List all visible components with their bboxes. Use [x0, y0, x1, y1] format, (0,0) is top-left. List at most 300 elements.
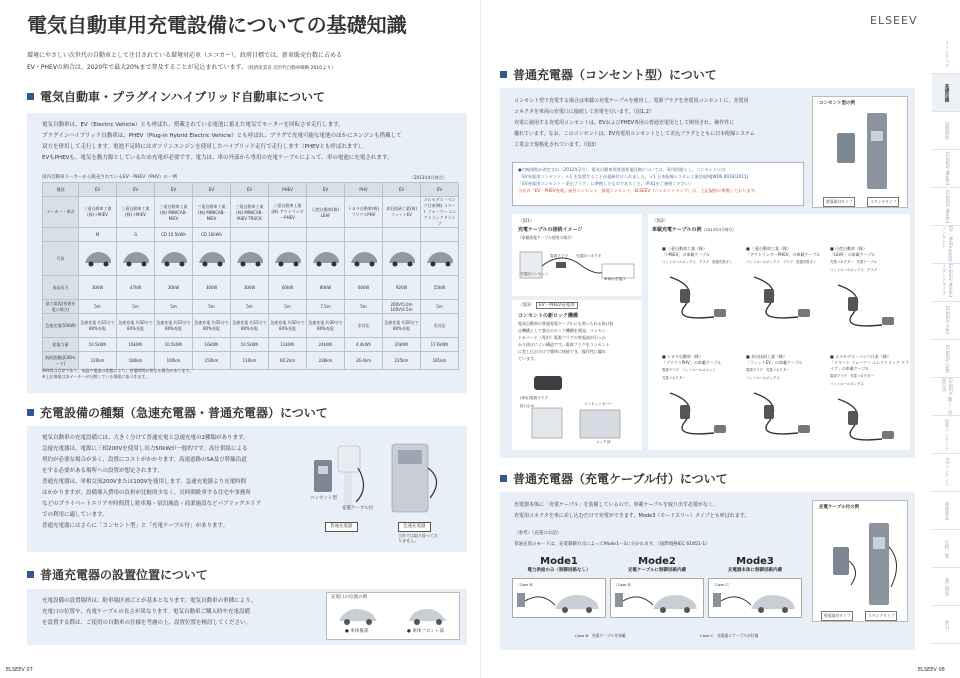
outlet-example-image — [833, 111, 903, 191]
table-cell — [231, 228, 269, 242]
mode-name: Mode2 — [638, 556, 676, 567]
section1-line: 双方を併用して走行します。電池不足時にはガソリンエンジンを使用したハイブリッド走行で走行します（PHEVとも呼ばれます）。 — [42, 144, 367, 150]
fig1-title: 〈図1〉 — [518, 219, 535, 224]
table-date: （2013年4月時点） — [410, 175, 447, 180]
table-cell: 110km — [231, 352, 269, 370]
cable-name: 「アウトランダーPHEV」の車載ケーブル — [746, 252, 821, 257]
outlet-label: コンセント型 — [310, 496, 337, 501]
table-cell: 228km — [307, 352, 345, 370]
fig3-line: 電気自動車の普通充電ケーブルにも用いられる抜け防 — [518, 321, 614, 326]
cable-part-label: プラグ — [866, 268, 877, 272]
cable-parts — [830, 260, 910, 273]
table-cell: トヨタ自動車(株) プリウスPHV — [345, 197, 383, 228]
table-cell: 24kWh — [307, 338, 345, 352]
car-icon — [387, 248, 417, 268]
cable-label: 充電ケーブル付 — [342, 506, 374, 511]
table-cell: 急速充電 約30分で80%充電 — [269, 314, 307, 338]
table-cell: 47kW — [117, 276, 155, 300]
section4-paragraph — [514, 96, 755, 151]
table-cell: 5m — [155, 300, 193, 314]
side-tab[interactable]: 設置事例 — [932, 112, 960, 150]
mode-name: Mode1 — [540, 556, 578, 567]
fig3-stopper-label: 抜け止め — [520, 404, 535, 408]
car-front-icon — [409, 609, 447, 621]
table-cell: 200V/5.0m 100V/4.5m — [383, 300, 421, 314]
table-cell: 30kW — [193, 276, 231, 300]
section4-line: 工業会で規格化されています。（図3） — [514, 142, 600, 148]
footer-left: ELSEEV 07 — [6, 667, 33, 673]
section4-heading — [500, 66, 717, 83]
fig3-line: かり抜けにくい構造です。電源プラグをコンセント — [518, 342, 610, 347]
cable-part-label: コントロールボックス — [830, 268, 864, 272]
front-label-text: 車体フロント部 — [412, 629, 444, 634]
side-tab[interactable]: ELSEEV cabi — [932, 340, 960, 378]
intro-line-2 — [27, 62, 336, 74]
cable-part-label: コントロールボックス — [662, 260, 696, 264]
square-icon — [500, 475, 507, 482]
table-cell: 26.4km — [345, 352, 383, 370]
side-tab[interactable]: ELSEEV 施工・設置方法 — [932, 378, 960, 416]
regulation-notice — [512, 162, 804, 206]
cable-line — [356, 468, 364, 502]
cable-name: 「LEAF」の車載ケーブル — [830, 252, 876, 257]
table-cell: 急速充電 約15分で80%充電 — [79, 314, 117, 338]
section3-line: 充電口の位置や、充電ケーブルの長さが異なります。電気自動車ご購入時や充電設備 — [42, 609, 250, 615]
table-cell: EV — [307, 183, 345, 197]
table-cell — [345, 228, 383, 242]
table-cell: 120km — [79, 352, 117, 370]
outlet-charger-face — [318, 466, 328, 474]
table-cell: 16kWh — [117, 338, 155, 352]
mode-case: 〔Case C〕 — [712, 583, 732, 587]
cable-name: 「フィットEV」の車載ケーブル — [746, 360, 803, 365]
wall-type-label: 壁面取付タイプ — [823, 197, 855, 207]
car-photo — [155, 242, 193, 276]
quick-cable-line — [428, 468, 437, 498]
page-divider — [480, 0, 481, 678]
car-icons — [335, 603, 455, 627]
table-cell: 5m — [79, 300, 117, 314]
fig1-plug-label: 電源プラグ — [550, 254, 568, 258]
fig3-plug-label: (専用)電源プラグ — [520, 396, 548, 400]
car-icon — [197, 248, 227, 268]
car-photo — [307, 242, 345, 276]
table-cell: 本田技研工業(株) フィットEV — [383, 197, 421, 228]
car-icon — [159, 248, 189, 268]
car-icon — [349, 248, 379, 268]
fig2-title: 〈図2〉 — [652, 219, 669, 224]
table-cell: G — [117, 228, 155, 242]
table-cell: 急速充電 約20分で80%充電 — [383, 314, 421, 338]
side-tab[interactable]: ELSEEV Mode3 スタンドタイプ — [932, 264, 960, 302]
table-row — [43, 242, 459, 276]
cable-name: 「i-MiEV」の車載ケーブル — [662, 252, 711, 257]
notice-line: ●内線規程が改定され（2012年2月）、電気自動車用普通充電回路については、専用回路とし、コンセントには — [518, 167, 726, 172]
fig3-paragraph — [518, 320, 614, 362]
mode-desc: 充電ケーブルに制御回路内蔵 — [627, 568, 687, 573]
table-row — [43, 197, 459, 228]
table-cell: 三菱自動車工業(株) MINICAB-MiEV — [193, 197, 231, 228]
wall-type-label: 壁面取付タイプ — [821, 611, 853, 621]
section1-heading — [27, 88, 325, 105]
table-cell: EV — [193, 183, 231, 197]
table-cell: 5m — [117, 300, 155, 314]
cable-part-label: 充電コネクター — [830, 260, 854, 264]
stand-outlet-face — [871, 131, 883, 141]
section5-heading — [500, 470, 728, 487]
section5-paragraph — [514, 500, 749, 522]
side-tab[interactable]: 屋外コンセント — [932, 416, 960, 454]
mode-note-b: Case B：充電ケーブルを車載 — [575, 633, 626, 638]
cable-part-label: 充電ケーブル — [856, 260, 877, 264]
section3-heading-text: 普通充電器の設置位置について — [40, 568, 208, 582]
table-cell: M — [79, 228, 117, 242]
table-cell: 5m — [421, 300, 459, 314]
cable-image — [662, 381, 738, 441]
mode-diagram — [708, 578, 802, 618]
table-cell: 三菱自動車工業(株) アウトランダーPHEV — [269, 197, 307, 228]
fig3-outlet-cover-label: コンセントカバー — [584, 402, 613, 406]
stand-type-label: スタンドタイプ — [865, 611, 897, 621]
table-cell: 100km — [155, 352, 193, 370]
side-tab[interactable]: 関連商品 — [932, 492, 960, 530]
fig1-subtitle: 充電ケーブルの接続イメージ — [518, 227, 583, 233]
cable-part-label: コントロールユニット — [681, 368, 716, 372]
table-notes — [42, 368, 193, 380]
table-cell: 181km — [421, 352, 459, 370]
reference-title: 〈参考〉（充電のお話） — [514, 531, 562, 536]
table-cell: 非対応 — [345, 314, 383, 338]
fig3-badge: EV・PHEV充電用 — [536, 302, 578, 309]
section2-line: はかかりますが、設備導入費用の負担が比較的少なく、長時間駐車する住宅や事務所 — [42, 490, 251, 496]
cable-example — [746, 354, 826, 454]
quick-charger-note: 当社では取り扱っておりません。 — [398, 533, 438, 543]
cable-part-label: 充電コネクター — [849, 374, 874, 378]
section5-heading-text: 普通充電器（充電ケーブル付）について — [513, 472, 728, 486]
car-photo — [421, 242, 459, 276]
wheel-icon — [436, 619, 442, 625]
table-cell — [383, 228, 421, 242]
section3-heading — [27, 566, 208, 583]
row-label: 急速充電(50kW) — [43, 314, 79, 338]
fig3-lock-label: ロック部 — [596, 440, 611, 444]
car-icon — [83, 248, 113, 268]
lock-outlet-icon — [580, 410, 620, 438]
fig1-box — [512, 214, 642, 296]
cable-part-label: コントロールボックス — [746, 376, 780, 380]
car-rear-icon — [339, 609, 377, 621]
table-cell: 5m — [231, 300, 269, 314]
ev-table — [42, 182, 459, 370]
row-label: 種別 — [43, 183, 79, 197]
section2-line: 契約が必要な場合が多く、設置にコストがかかります。高速道路のSA及び幹線沿道 — [42, 457, 247, 463]
table-cell: PHEV — [269, 183, 307, 197]
rear-label-text: 車体後部 — [350, 629, 369, 634]
table-row — [43, 314, 459, 338]
table-row — [43, 183, 459, 197]
front-label: ● 車体フロント部 — [407, 629, 444, 634]
section4-line: コネクタを車両の充電口に接続して充電を行います。（図1,2） — [514, 109, 654, 115]
section1-heading-text: 電気自動車・プラグインハイブリッド自動車について — [40, 90, 326, 104]
wheel-icon — [344, 619, 350, 625]
mode-diagram — [512, 578, 606, 618]
fig3-box — [512, 300, 642, 450]
car-photo — [193, 242, 231, 276]
cable-example — [746, 246, 826, 346]
section2-line: をする必要がある場所への設置が想定されます。 — [42, 468, 163, 474]
rear-label: ● 車体後部 — [345, 629, 369, 634]
cable-part-label: 電源プラグ — [746, 368, 763, 372]
table-cell: 30kW — [79, 276, 117, 300]
side-tab[interactable]: ELSEEV Mode3 — [932, 150, 960, 188]
table-note: ※時間は目安であり、気温や電池の状態により、充電時間が異なる場合があります。 — [42, 368, 194, 373]
quick-charger-screen — [398, 450, 422, 464]
section2-heading-text: 充電設備の種類（急速充電器・普通充電器）について — [40, 406, 328, 420]
cable-example-image — [829, 517, 903, 607]
section1-paragraph — [42, 120, 402, 164]
table-row — [43, 276, 459, 300]
cable-parts — [746, 368, 826, 381]
fig3-header — [518, 302, 578, 310]
table-cell: 12kWh — [269, 338, 307, 352]
outlet-example-box — [812, 96, 908, 208]
table-cell: 4.4kWh — [345, 338, 383, 352]
mode-card — [610, 556, 704, 628]
fig1-car-label: 車両の充電口 — [604, 277, 626, 281]
cable-maker: ■ 三菱自動車工業（株） — [746, 246, 792, 251]
fig3-line: トカバーと（専用）電源プラグの突起部が引っか — [518, 335, 606, 340]
fig3-line: 止機構として独自のロック機構を開発。コンセン — [518, 328, 606, 333]
section1-line: 電気自動車は、EV（Electric Vehicle）とも呼ばれ、搭載されている電池に蓄えた電気でモーターを回転させ走行します。 — [42, 122, 344, 128]
side-tab[interactable]: 仕様一覧 — [932, 530, 960, 568]
stand-cable-charger — [869, 523, 889, 605]
intro-line-1: 環境にやさしい次世代の自動車として注目されている環境対応車（エコカー）。政府目標では、新車販売台数に占める — [27, 52, 343, 59]
table-cell: 16kWh — [193, 338, 231, 352]
cable-charger-head — [338, 446, 360, 472]
car-icon — [235, 248, 265, 268]
cable-maker: ■ トヨタ自動車（株） — [662, 354, 704, 359]
square-icon — [27, 571, 34, 578]
wall-cable-line — [849, 561, 856, 585]
section4-line: コンセント型で充電する場合は車載の充電ケーブルを使用し、電源プラグを充電用コンセントに、充電用 — [514, 98, 749, 104]
mode-desc: 電力供給のみ（制御回路なし） — [527, 568, 591, 573]
table-cell: 急速充電 約15分で80%充電 — [155, 314, 193, 338]
table-cell: CD 16kWh — [193, 228, 231, 242]
table-row — [43, 352, 459, 370]
car-icon — [425, 248, 455, 268]
section4-line: 充電に使用する充電用コンセントは、EVおよびPHEV専用の普通充電用として開発され、操作性に — [514, 120, 735, 126]
table-cell: 日産自動車(株) LEAF — [307, 197, 345, 228]
section2-line: 電気自動車の充電設備には、大きく分けて普通充電と急速充電の2種類があります。 — [42, 435, 249, 441]
cable-maker: ■ メルセデス・ベンツ日本（株） — [830, 354, 891, 359]
table-cell: 20kWh — [383, 338, 421, 352]
row-label — [43, 228, 79, 242]
fig3-line: ています。 — [518, 356, 538, 361]
table-cell: メルセデス・ベンツ日本(株) スマート フォーツー エレクトリックドライブ — [422, 197, 457, 226]
table-cell: 急速充電 約35分で80%充電 — [193, 314, 231, 338]
table-note: ※上記情報は各メーカーが公開している情報に基づきます。 — [42, 374, 149, 379]
table-cell: 5m — [345, 300, 383, 314]
table-cell: 10.5kWh — [155, 338, 193, 352]
side-tab[interactable]: EV・PHEV充電用コンセント — [932, 226, 960, 264]
section2-line: 普通充電器にはさらに「コンセント型」と「充電ケーブル付」があります。 — [42, 523, 229, 529]
table-cell: 92kW — [383, 276, 421, 300]
notice-line: 当社の「EV・PHEV充電」屋外コンセント、接地コンセント、ELSEEV（コンセントタイプ）は、上記規格に準拠しております。 — [518, 188, 759, 193]
cable-name: 「プリウスPHV」の車載ケーブル — [662, 360, 722, 365]
cable-image — [662, 265, 738, 325]
wall-outlet-image — [837, 133, 855, 163]
mode-case: 〔Case B〕 — [614, 583, 634, 587]
table-cell: EV — [383, 183, 421, 197]
section2-paragraph — [42, 433, 261, 532]
notice-line: 「EV充電用コンセント」＊1 を設置することが義務付けられました。＊1 日本配線システム工業会規格JWDS 0033(2011) — [518, 174, 749, 179]
side-tab[interactable]: ELSEEV Mode3 — [932, 188, 960, 226]
mode-card — [512, 556, 606, 628]
section2-heading — [27, 404, 328, 421]
cable-example — [662, 246, 742, 346]
table-cell: 急速充電 約30分で80%充電 — [117, 314, 155, 338]
row-label: 最高出力 — [43, 276, 79, 300]
stand-outlet-image — [867, 113, 887, 189]
table-cell: EV — [155, 183, 193, 197]
table-cell: 80kW — [307, 276, 345, 300]
cable-example — [662, 354, 742, 454]
table-cell: 5m — [193, 300, 231, 314]
table-cell: CD 10.5kWh — [155, 228, 193, 242]
row-label: 航続距離(JC08モード) — [43, 352, 79, 370]
brand-logo: ELSEEV — [870, 14, 918, 27]
section1-line: プラグインハイブリッド自動車は、PHEV（Plug-in Hybrid Electric Vehicle）とも呼ばれ、プラグで充電可能な電池のほかにエンジンも搭載して — [42, 133, 402, 139]
charging-port-box — [326, 592, 460, 640]
mode-name: Mode3 — [736, 556, 774, 567]
cable-icon — [542, 258, 612, 273]
cable-part-label: 充電コネクター — [765, 368, 790, 372]
row-label: 最大電流(普通充電の場合) — [43, 300, 79, 314]
mode-note-c: Case C：充電器にケーブルが付属 — [700, 633, 759, 638]
section2-line: などのプライベートエリアや時間貸し駐車場・宿泊施設・商業施設などパブリックエリア — [42, 501, 262, 507]
section3-paragraph — [42, 596, 256, 629]
table-cell: EV — [421, 183, 459, 197]
intro-source: （経済産業省 次世代自動車戦略 2010より） — [247, 66, 336, 71]
cable-parts — [662, 368, 742, 381]
side-tab[interactable]: 施工情報 — [932, 568, 960, 606]
fig2-subtitle: 車載充電ケーブルの例 — [652, 227, 702, 233]
row-label: 総電力量 — [43, 338, 79, 352]
table-cell: 10.5kWh — [79, 338, 117, 352]
wheel-icon — [366, 619, 372, 625]
cable-maker: ■ 本田技研工業（株） — [746, 354, 788, 359]
cable-example-box — [812, 500, 908, 622]
table-cell: 225km — [383, 352, 421, 370]
fig1-note: （車載充電ケーブル使用の場合） — [518, 235, 575, 240]
car-photo — [383, 242, 421, 276]
side-tab[interactable]: 索引 — [932, 606, 960, 644]
table-cell: 180km — [117, 352, 155, 370]
row-label: メーカー・車名 — [43, 197, 79, 228]
side-tab[interactable]: EVコンセント — [932, 454, 960, 492]
cable-image — [830, 387, 906, 447]
stand-type-label: スタンドタイプ — [867, 197, 899, 207]
table-cell: PHV — [345, 183, 383, 197]
section5-line: 充電器本体に「充電ケーブル」を装備しているので、車載ケーブルを取り出す必要がなく、 — [514, 502, 718, 508]
page-title: 電気自動車用充電設備についての基礎知識 — [27, 13, 407, 37]
section2-line: での利用に適しています。 — [42, 512, 108, 518]
section2-line: 普通充電器は、単相交流200Vまたは100Vを使用します。急速充電器より充電時間 — [42, 479, 247, 485]
quick-charger-label: 急速充電器 — [398, 522, 431, 532]
table-cell: 10.5kWh — [231, 338, 269, 352]
cable-example-title: 充電ケーブル付の例 — [819, 505, 860, 510]
section4-line: 優れています。なお、このコンセントは、EV充電用コンセントとして差込プラグとともに日本配線システム — [514, 131, 755, 137]
reference-text: 普通充電のモードは、充電制御方式によってMode1～3に分かれます。（国際規格IEC 61851-1） — [514, 542, 710, 547]
cable-example — [830, 246, 910, 346]
mode-card — [708, 556, 802, 628]
side-tab[interactable]: ラインアップ — [932, 36, 960, 74]
fig3-subtitle: コンセントの新ロック機構 — [518, 313, 578, 319]
fig3-title: 〈図3〉 — [518, 303, 535, 308]
section5-line: 充電用コネクタを車に差し込むだけで充電ができます。Mode3（モードスリー）タイプとも呼ばれます。 — [514, 513, 750, 519]
outlet-cover-icon — [532, 408, 562, 438]
table-cell — [421, 228, 459, 242]
cable-part-label: 普通充電ガン — [795, 260, 817, 264]
mode-diagram — [610, 578, 704, 618]
cable-part-label: 電源プラグ — [662, 368, 679, 372]
table-cell — [307, 228, 345, 242]
cable-part-label: 電源プラグ — [830, 374, 847, 378]
table-cell: 17.6kWh — [421, 338, 459, 352]
outlet-charger-image — [314, 460, 332, 492]
mode-case: 〔Case B〕 — [516, 583, 536, 587]
table-cell: 60.2km — [269, 352, 307, 370]
fig1-connector-label: 充電用コネクタ — [576, 254, 602, 258]
charging-port-title: 充電口の位置の例 — [331, 595, 367, 600]
cable-image — [746, 381, 822, 441]
table-cell: 非対応 — [421, 314, 459, 338]
notice-line: 「EV充電用コンセント・差込プラグ」に準拠したものであること。（P.41をご参照ください） — [518, 181, 694, 186]
table-cell: 急速充電 約30分で80%充電 — [307, 314, 345, 338]
cable-part-label: コントロールボックス — [746, 260, 780, 264]
table-cell: 急速充電 約15分で80%充電 — [231, 314, 269, 338]
table-cell — [269, 228, 307, 242]
table-row — [43, 338, 459, 352]
control-box-icon — [556, 262, 566, 268]
car-icon — [273, 248, 303, 268]
wheel-icon — [414, 619, 420, 625]
car-icon — [311, 248, 341, 268]
outlet-example-title: コンセント型の例 — [819, 101, 855, 106]
table-cell: EV — [117, 183, 155, 197]
row-label: 写真 — [43, 242, 79, 276]
table-cell: 三菱自動車工業(株) i-MiEV — [117, 197, 155, 228]
cable-part-label: プラグ — [782, 260, 793, 264]
cable-name: 「スマート フォーツー エレクトリック ドライブ」の車載ケーブル — [830, 360, 910, 371]
cable-part-label: 普通充電ガン — [711, 260, 733, 264]
footer-right: ELSEEV 08 — [918, 667, 945, 673]
side-tab[interactable]: ELSEEV mini — [932, 302, 960, 340]
square-icon — [27, 93, 34, 100]
fig2-date: （2013年3月時点） — [701, 227, 737, 232]
cable-part-label: プラグ — [698, 260, 709, 264]
side-tab[interactable]: 基礎知識 — [932, 74, 960, 112]
car-icon — [121, 248, 151, 268]
fig2-heading — [652, 226, 736, 234]
table-cell: 55kW — [421, 276, 459, 300]
table-cell: 7.5m — [307, 300, 345, 314]
cable-parts — [830, 374, 910, 387]
cable-part-label: コントロールボックス — [830, 382, 864, 386]
car-photo — [269, 242, 307, 276]
cable-example — [830, 354, 910, 454]
table-cell: 150km — [193, 352, 231, 370]
